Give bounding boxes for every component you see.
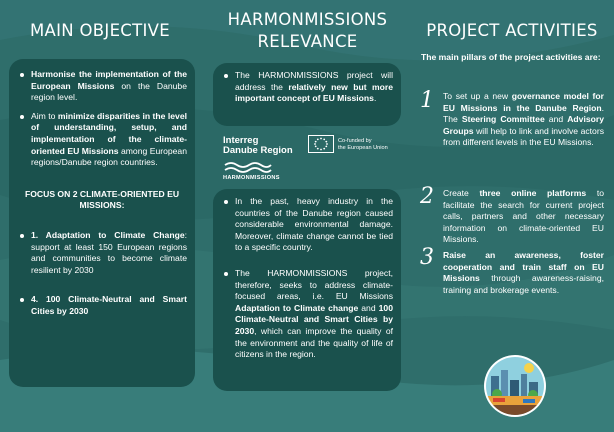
activity-3-text: Raise an awareness, foster cooperation and train staff on EU Missions through awareness-raising, training and brokerage events. <box>443 250 604 295</box>
relevance-item: In the past, heavy industry in the countries of the Danube region caused considerable environmental damage. Moreover, climate change cannot be tied to a specific country. <box>221 196 393 254</box>
relevance-card-bottom <box>213 189 401 391</box>
partner-logos <box>213 128 401 186</box>
activity-number-1: 1 <box>420 88 434 113</box>
objective-item: Aim to minimize disparities in the level of understanding, setup, and implementation of the climate-oriented EU Missions among European regions/Danube region countries. <box>17 111 187 169</box>
project-logo-label: HARMONMISSIONS <box>223 175 280 181</box>
activity-1-text: To set up a new governance model for EU Missions in the Danube Region. The Steering Committee and Advisory Groups will help to link and involve actors from different levels in the EU Missions. <box>443 91 604 148</box>
eu-flag-icon <box>308 135 334 153</box>
city-illustration-icon <box>483 354 547 418</box>
mission-item: 1. Adaptation to Climate Change: support at least 150 European regions and communities to become climate resilient by 2030 <box>17 230 187 276</box>
activity-number-2: 2 <box>420 184 434 209</box>
cofunded-label: Co-funded by the European Union <box>338 138 388 151</box>
wave-logo-icon <box>223 161 273 173</box>
objective-list <box>17 69 187 169</box>
relevance-item: The HARMONMISSIONS project, therefore, seeks to address climate-focused areas, i.e. EU Missions Adaptation to Climate change and 100 Climate-Neutral and Smart Cities by 2030, which can improve the quality of the environment and the quality of life of citizens in the region. <box>221 268 393 361</box>
activity-2-text: Create three online platforms to facilitate the search for current project calls, partners and other necessary information on climate-oriented EU Missions. <box>443 188 604 245</box>
focus-heading: FOCUS ON 2 CLIMATE-ORIENTED EU MISSIONS: <box>24 188 180 211</box>
missions-list <box>17 230 187 318</box>
relevance-item: The HARMONMISSIONS project will address the relatively new but more important concept of EU Missions. <box>221 70 393 105</box>
relevance-card-top <box>213 63 401 126</box>
pillars-intro: The main pillars of the project activities are: <box>421 52 601 62</box>
main-objective-card <box>9 59 195 387</box>
interreg-logo: Interreg Danube Region <box>223 135 293 156</box>
activity-number-3: 3 <box>420 245 434 270</box>
main-objective-heading: MAIN OBJECTIVE <box>30 21 170 40</box>
relevance-heading: HARMONMISSIONS RELEVANCE <box>227 10 388 51</box>
objective-item: Harmonise the implementation of the European Missions on the Danube region level. <box>17 69 187 104</box>
mission-item: 4. 100 Climate-Neutral and Smart Cities by 2030 <box>17 294 187 317</box>
project-activities-heading: PROJECT ACTIVITIES <box>426 21 598 40</box>
